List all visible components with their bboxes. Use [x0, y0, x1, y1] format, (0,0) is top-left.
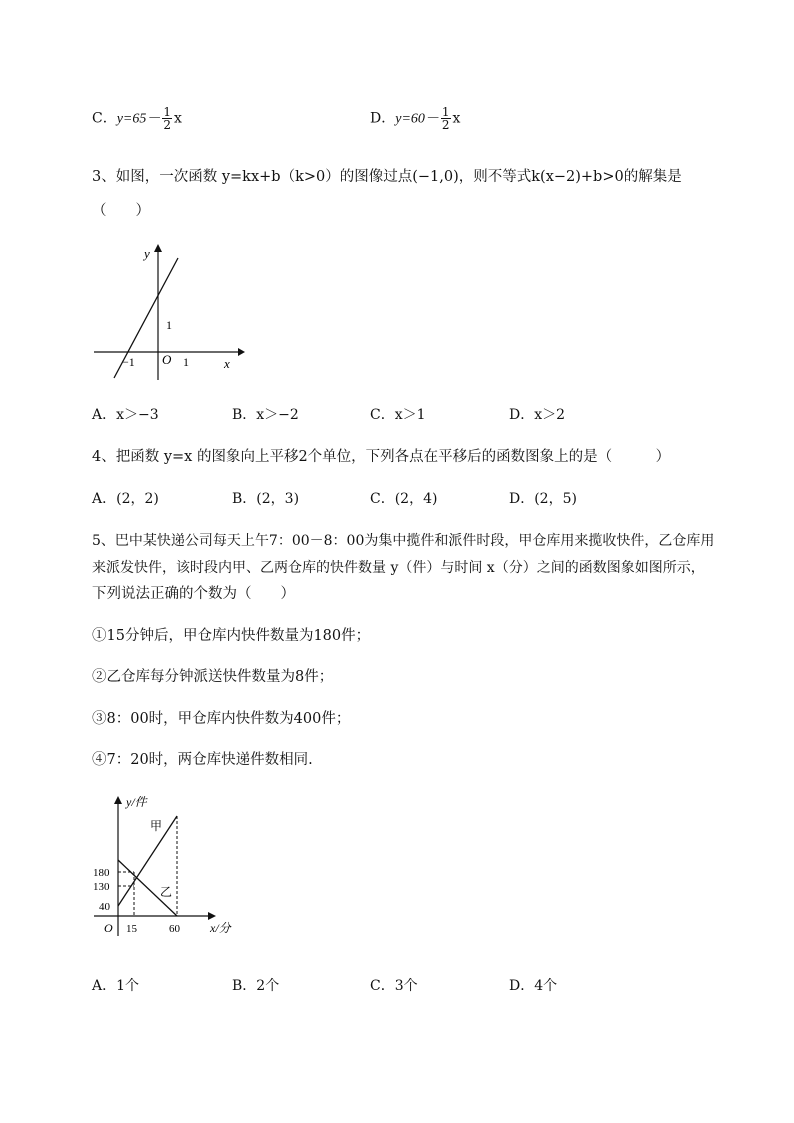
q4-option-a[interactable]: A．(2，2) [92, 491, 159, 507]
q5-x-tick-15: 15 [126, 923, 137, 935]
q3-stem: 3、如图，一次函数 y=kx+b（k>0）的图像过点(−1,0)，则不等式k(x−2)+b>0的解集是 [92, 169, 682, 185]
q5-y-tick-40: 40 [99, 901, 110, 913]
q5-series-yi-label: 乙 [160, 885, 173, 899]
q5-option-b[interactable]: B．2个 [232, 978, 280, 994]
q3-y-label: y [144, 246, 150, 261]
q5-y-tick-130: 130 [93, 881, 110, 893]
q2-option-d-expr: y=60－ [395, 111, 439, 127]
q4-option-d[interactable]: D．(2，5) [509, 491, 577, 507]
q5-origin-label: O [104, 921, 113, 935]
q5-stem-line3: 下列说法正确的个数为（ ） [92, 586, 295, 602]
q2-option-d-fraction: $\frac{1}{2}$ [441, 105, 450, 132]
q5-y-tick-180: 180 [93, 867, 110, 879]
q5-stem-line1: 5、巴中某快递公司每天上午7：00－8：00为集中揽件和派件时段，甲仓库用来揽收快件，乙仓库用 [92, 533, 715, 549]
q2-option-c-fraction: $\frac{1}{2}$ [163, 105, 172, 132]
q3-tick-y1: 1 [166, 318, 172, 332]
q5-stem-line2: 来派发快件，该时段内甲、乙两仓库的快件数量 y（件）与时间 x（分）之间的函数图象如图所示， [92, 560, 705, 576]
q3-x-arrow-icon [238, 348, 245, 356]
q3-option-d[interactable]: D．x＞2 [509, 407, 566, 423]
q3-tick-x1: 1 [183, 355, 189, 369]
q5-option-c[interactable]: C．3个 [370, 978, 418, 994]
q3-paren: （ ） [92, 203, 150, 219]
q2-option-d-var: x [452, 110, 461, 127]
q3-y-arrow-icon [154, 244, 162, 252]
q3-origin-label: O [162, 352, 172, 367]
q3-option-a[interactable]: A．x＞−3 [92, 407, 159, 423]
q4-stem: 4、把函数 y=x 的图象向上平移2个单位，下列各点在平移后的函数图象上的是（ ） [92, 449, 671, 465]
q5-statement-1: ①15分钟后，甲仓库内快件数量为180件； [92, 628, 371, 644]
q5-statement-2: ②乙仓库每分钟派送快件数量为8件； [92, 669, 334, 685]
q5-option-a[interactable]: A．1个 [92, 978, 140, 994]
q3-option-c[interactable]: C．x＞1 [370, 407, 426, 423]
q2-option-d-label: D． [370, 110, 396, 127]
q5-option-d[interactable]: D．4个 [509, 978, 558, 994]
q4-option-c[interactable]: C．(2，4) [370, 491, 438, 507]
q5-x-tick-60: 60 [169, 923, 180, 935]
q5-x-arrow-icon [208, 912, 216, 920]
q3-option-b[interactable]: B．x＞−2 [232, 407, 299, 423]
q3-x-label: x [224, 356, 230, 371]
q5-statement-3: ③8：00时，甲仓库内快件数为400件； [92, 711, 351, 727]
q2-option-c[interactable] [92, 106, 182, 131]
q5-graph [90, 790, 250, 940]
q2-option-c-var: x [174, 110, 182, 127]
q2-option-d[interactable] [370, 106, 460, 131]
q3-graph [90, 240, 250, 380]
q2-option-c-label: C． [92, 110, 117, 127]
q3-tick-neg1: −1 [122, 355, 135, 369]
q5-series-jia-label: 甲 [150, 819, 163, 833]
q5-y-label: y/件 [126, 795, 147, 809]
q5-x-label: x/分 [210, 921, 231, 935]
q5-y-arrow-icon [114, 796, 122, 804]
q5-statement-4: ④7：20时，两仓库快递件数相同. [92, 752, 313, 768]
q2-option-c-expr: y=65－ [116, 111, 161, 127]
q4-option-b[interactable]: B．(2，3) [232, 491, 300, 507]
